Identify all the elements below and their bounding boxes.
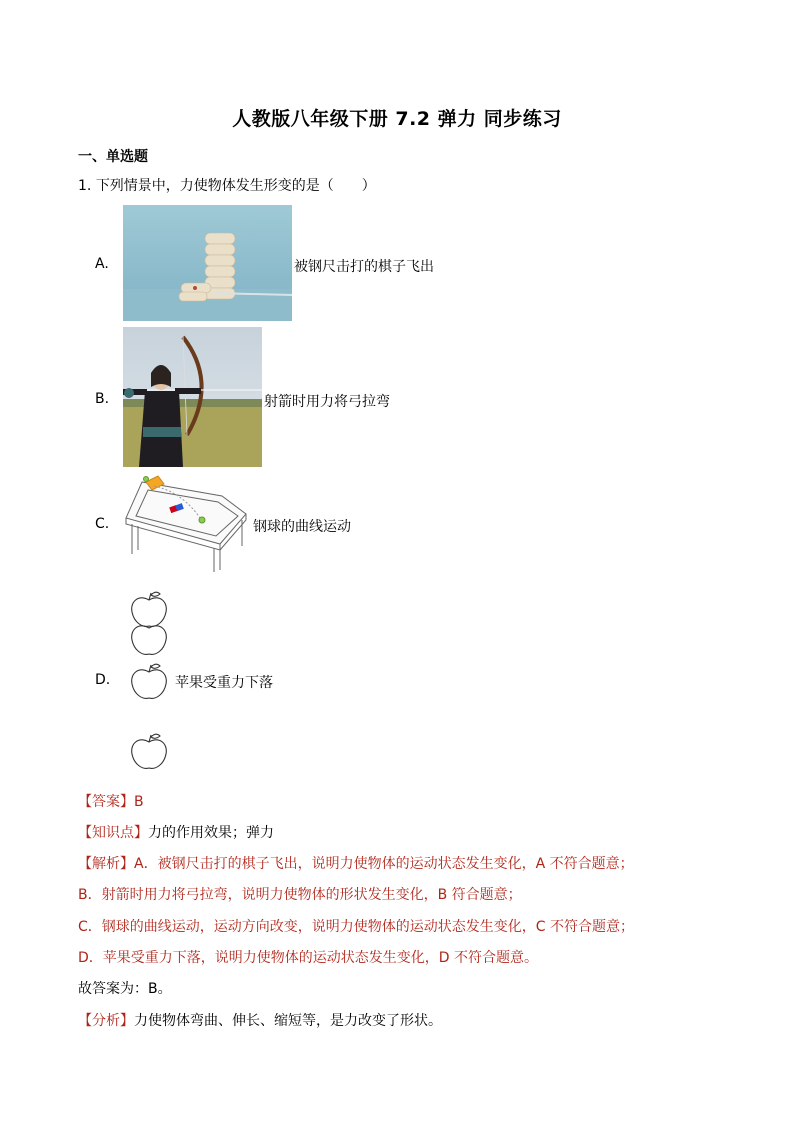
analysis-line-2: B．射箭时用力将弓拉弯，说明力使物体的形状发生变化，B 符合题意；: [78, 887, 522, 903]
reasoning-tag: 【分析】: [78, 1013, 134, 1029]
section-heading: 一、单选题: [78, 149, 148, 165]
analysis-tag: 【解析】: [78, 856, 134, 872]
reasoning-line: [78, 1010, 442, 1030]
analysis-line-1: [78, 853, 634, 873]
option-a-image: [123, 205, 292, 321]
knowledge-line: [78, 822, 274, 842]
option-b-text: 射箭时用力将弓拉弯: [264, 394, 390, 410]
option-a-text: 被钢尺击打的棋子飞出: [294, 259, 434, 275]
option-b-letter: B.: [95, 391, 110, 407]
knowledge-value: 力的作用效果；弹力: [148, 825, 274, 841]
analysis-line-4: D．苹果受重力下落，说明力使物体的运动状态发生变化，D 不符合题意。: [78, 950, 539, 966]
question-stem: [78, 175, 376, 195]
answer-line: [78, 791, 144, 811]
conclusion-line: 故答案为：B。: [78, 981, 172, 997]
answer-tag: 【答案】: [78, 794, 134, 810]
option-c-letter: C.: [95, 516, 110, 532]
question-text: 下列情景中，力使物体发生形变的是（ ）: [95, 178, 376, 194]
question-number: 1.: [78, 178, 92, 194]
option-d-text: 苹果受重力下落: [175, 675, 273, 691]
knowledge-tag: 【知识点】: [78, 825, 148, 841]
analysis-text-1: A．被钢尺击打的棋子飞出，说明力使物体的运动状态发生变化，A 不符合题意；: [134, 856, 634, 872]
analysis-line-3: C．钢球的曲线运动，运动方向改变，说明力使物体的运动状态发生变化，C 不符合题意；: [78, 919, 634, 935]
option-b-image: [123, 327, 262, 467]
page-title: 人教版八年级下册 7.2 弹力 同步练习: [232, 108, 562, 130]
reasoning-value: 力使物体弯曲、伸长、缩短等，是力改变了形状。: [134, 1013, 442, 1029]
option-c-text: 钢球的曲线运动: [253, 519, 351, 535]
option-a-letter: A.: [95, 256, 109, 272]
option-c-image: [124, 474, 250, 574]
option-d-letter: D.: [95, 672, 111, 688]
answer-value: B: [134, 794, 144, 810]
option-d-image: [128, 590, 170, 772]
